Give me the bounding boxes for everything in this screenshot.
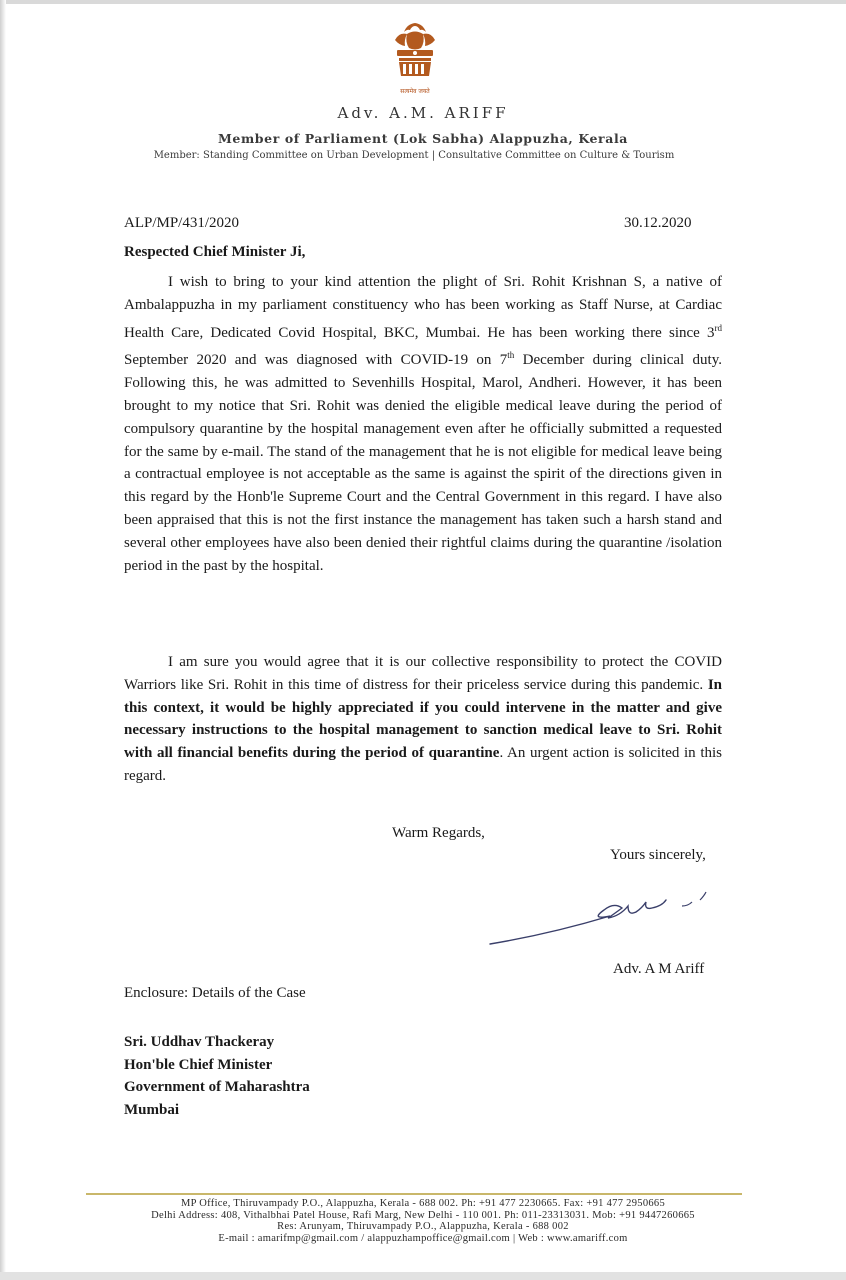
letter-date: 30.12.2020 bbox=[624, 215, 692, 231]
signer-name: Adv. A M Ariff bbox=[613, 961, 705, 977]
scan-edge-left bbox=[0, 0, 6, 1280]
recipient-org: Government of Maharashtra bbox=[124, 1079, 310, 1095]
signature-image bbox=[486, 880, 726, 950]
letterhead-role: Member of Parliament (Lok Sabha) Alappuzha, Kerala bbox=[217, 131, 628, 146]
footer-line-2: Delhi Address: 408, Vithalbhai Patel House, Rafi Marg, New Delhi - 110 001. Ph: 011-23313031. Mob: +91 9447260665 bbox=[151, 1209, 695, 1221]
recipient-city: Mumbai bbox=[124, 1101, 180, 1118]
emblem-motto: सत्यमेव जयते bbox=[400, 88, 430, 95]
closing-regards: Warm Regards, bbox=[392, 825, 485, 841]
letterhead-committees: Member: Standing Committee on Urban Development | Consultative Committee on Culture & Tourism bbox=[153, 150, 675, 161]
footer-divider bbox=[86, 1193, 742, 1195]
letter-salutation: Respected Chief Minister Ji, bbox=[124, 244, 306, 260]
national-emblem-icon bbox=[387, 22, 443, 94]
letterhead-name: Adv. A.M. ARIFF bbox=[337, 104, 509, 122]
letterhead-footer bbox=[0, 1198, 846, 1244]
letter-paragraph-1: I wish to bring to your kind attention the plight of Sri. Rohit Krishnan S, a native of Ambalappuzha in my parliament constituency who has been working as Staff Nurse, at Cardiac Health Care, Dedicated Covid Hospital, BKC, Mumbai. He has been working there since 3rd September 2020 and was diagnosed with COVID-19 on 7th December during clinical duty. Following this, he was admitted to Sevenhills Hospital, Marol, Andheri. However, it has been brought to my notice that Sri. Rohit was denied the eligible medical leave during the period of compulsory quarantine by the hospital management even after he officially submitted a requested for the same by e-mail. The stand of the management that he is not eligible for medical leave being a contractual employee is not acceptable as the same is against the spirit of the directions given in this regard by the Honb'le Supreme Court and the Central Government in this regard. I have also been appraised that this is not the first instance the management has taken such a harsh stand and several other employees have also been denied their rightful claims during the quarantine /isolation period in the past by the hospital. bbox=[124, 274, 722, 574]
enclosure-note: Enclosure: Details of the Case bbox=[124, 985, 306, 1001]
footer-line-4: E-mail : amarifmp@gmail.com / alappuzhampoffice@gmail.com | Web : www.amariff.com bbox=[218, 1232, 628, 1244]
recipient-title: Hon'ble Chief Minister bbox=[124, 1056, 273, 1073]
footer-line-1: MP Office, Thiruvampady P.O., Alappuzha, Kerala - 688 002. Ph: +91 477 2230665. Fax: +91 477 2950665 bbox=[180, 1198, 666, 1209]
recipient-address bbox=[124, 1031, 310, 1121]
recipient-name: Sri. Uddhav Thackeray bbox=[124, 1034, 275, 1050]
sign-off: Yours sincerely, bbox=[610, 847, 706, 863]
letter-paragraph-2: I am sure you would agree that it is our collective responsibility to protect the COVID Warriors like Sri. Rohit in this time of distress for their priceless service during this pandemic. In this context, it would be highly appreciated if you could intervene in the matter and give necessary instructions to the hospital management to sanction medical leave to Sri. Rohit with all financial benefits during the period of quarantine. An urgent action is solicited in this regard. bbox=[124, 654, 722, 784]
footer-line-3: Res: Arunyam, Thiruvampady P.O., Alappuzha, Kerala - 688 002 bbox=[277, 1221, 569, 1233]
letter-reference: ALP/MP/431/2020 bbox=[124, 215, 240, 231]
scan-edge-top bbox=[0, 0, 846, 4]
scan-edge-bottom bbox=[0, 1272, 846, 1280]
